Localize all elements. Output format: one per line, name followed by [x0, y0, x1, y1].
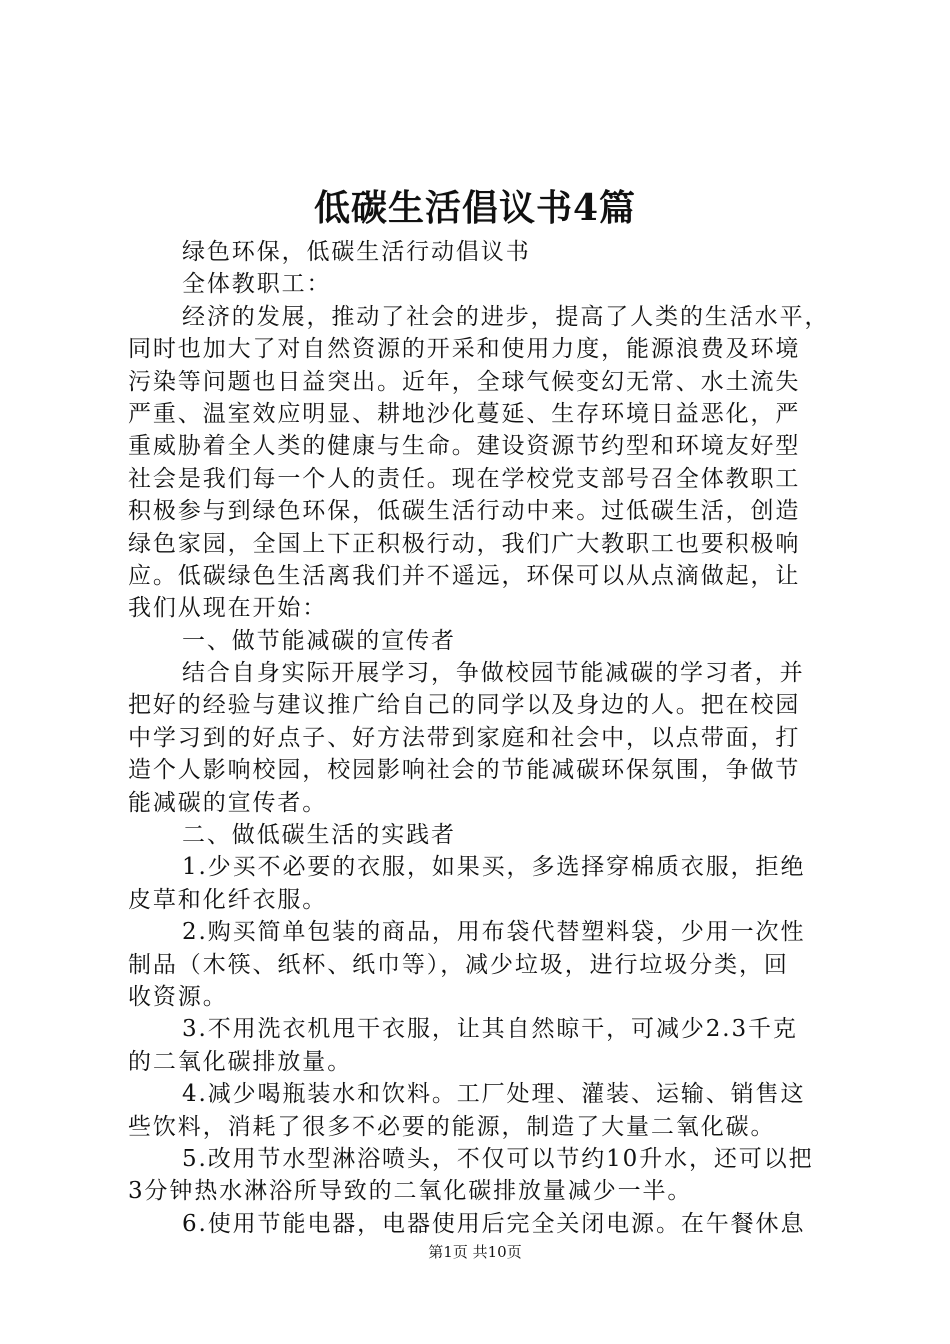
body-line: 制品（木筷、纸杯、纸巾等），减少垃圾，进行垃圾分类，回: [128, 951, 789, 978]
page-footer: 第1页 共10页: [428, 1243, 522, 1261]
body-line: 同时也加大了对自然资源的开采和使用力度，能源浪费及环境: [128, 336, 801, 363]
body-line: 应。低碳绿色生活离我们并不遥远，环保可以从点滴做起，让: [128, 562, 801, 589]
body-line: 二、做低碳生活的实践者: [182, 822, 456, 849]
body-line: 6.使用节能电器，电器使用后完全关闭电源。在午餐休息: [182, 1210, 806, 1237]
body-line: 我们从现在开始：: [128, 595, 328, 622]
body-line: 严重、温室效应明显、耕地沙化蔓延、生存环境日益恶化，严: [128, 400, 801, 427]
body-line: 经济的发展，推动了社会的进步，提高了人类的生活水平，: [182, 303, 830, 330]
body-line: 一、做节能减碳的宣传者: [182, 627, 456, 654]
body-line: 5.改用节水型淋浴喷头，不仅可以节约10升水，还可以把: [182, 1145, 814, 1172]
body-line: 全体教职工：: [182, 271, 332, 298]
body-line: 污染等问题也日益突出。近年，全球气候变幻无常、水土流失: [128, 368, 801, 395]
body-line: 积极参与到绿色环保，低碳生活行动中来。过低碳生活，创造: [128, 498, 801, 525]
body-line: 4.减少喝瓶装水和饮料。工厂处理、灌装、运输、销售这: [182, 1081, 806, 1108]
body-line: 能减碳的宣传者。: [128, 789, 328, 816]
body-line: 3.不用洗衣机甩干衣服，让其自然晾干，可减少2.3千克: [182, 1016, 798, 1043]
document-title: 低碳生活倡议书4篇: [313, 187, 637, 229]
body-line: 绿色家园，全国上下正积极行动，我们广大教职工也要积极响: [128, 530, 801, 557]
body-line: 些饮料，消耗了很多不必要的能源，制造了大量二氧化碳。: [128, 1113, 776, 1140]
body-line: 社会是我们每一个人的责任。现在学校党支部号召全体教职工: [128, 465, 801, 492]
body-line: 3分钟热水淋浴所导致的二氧化碳排放量减少一半。: [128, 1178, 693, 1205]
document-body: [128, 236, 834, 1240]
body-line: 中学习到的好点子、好方法带到家庭和社会中，以点带面，打: [128, 724, 801, 751]
body-line: 结合自身实际开展学习，争做校园节能减碳的学习者，并: [182, 660, 805, 687]
body-line: 2.购买简单包装的商品，用布袋代替塑料袋，少用一次性: [182, 919, 806, 946]
body-line: 造个人影响校园，校园影响社会的节能减碳环保氛围，争做节: [128, 757, 801, 784]
body-line: 绿色环保，低碳生活行动倡议书: [182, 239, 531, 265]
body-line: 1.少买不必要的衣服，如果买，多选择穿棉质衣服，拒绝: [182, 854, 806, 881]
body-line: 皮草和化纤衣服。: [128, 886, 328, 913]
body-line: 收资源。: [128, 983, 228, 1010]
body-line: 的二氧化碳排放量。: [128, 1048, 353, 1075]
body-line: 把好的经验与建议推广给自己的同学以及身边的人。把在校园: [128, 692, 801, 719]
body-line: 重威胁着全人类的健康与生命。建设资源节约型和环境友好型: [128, 433, 801, 460]
